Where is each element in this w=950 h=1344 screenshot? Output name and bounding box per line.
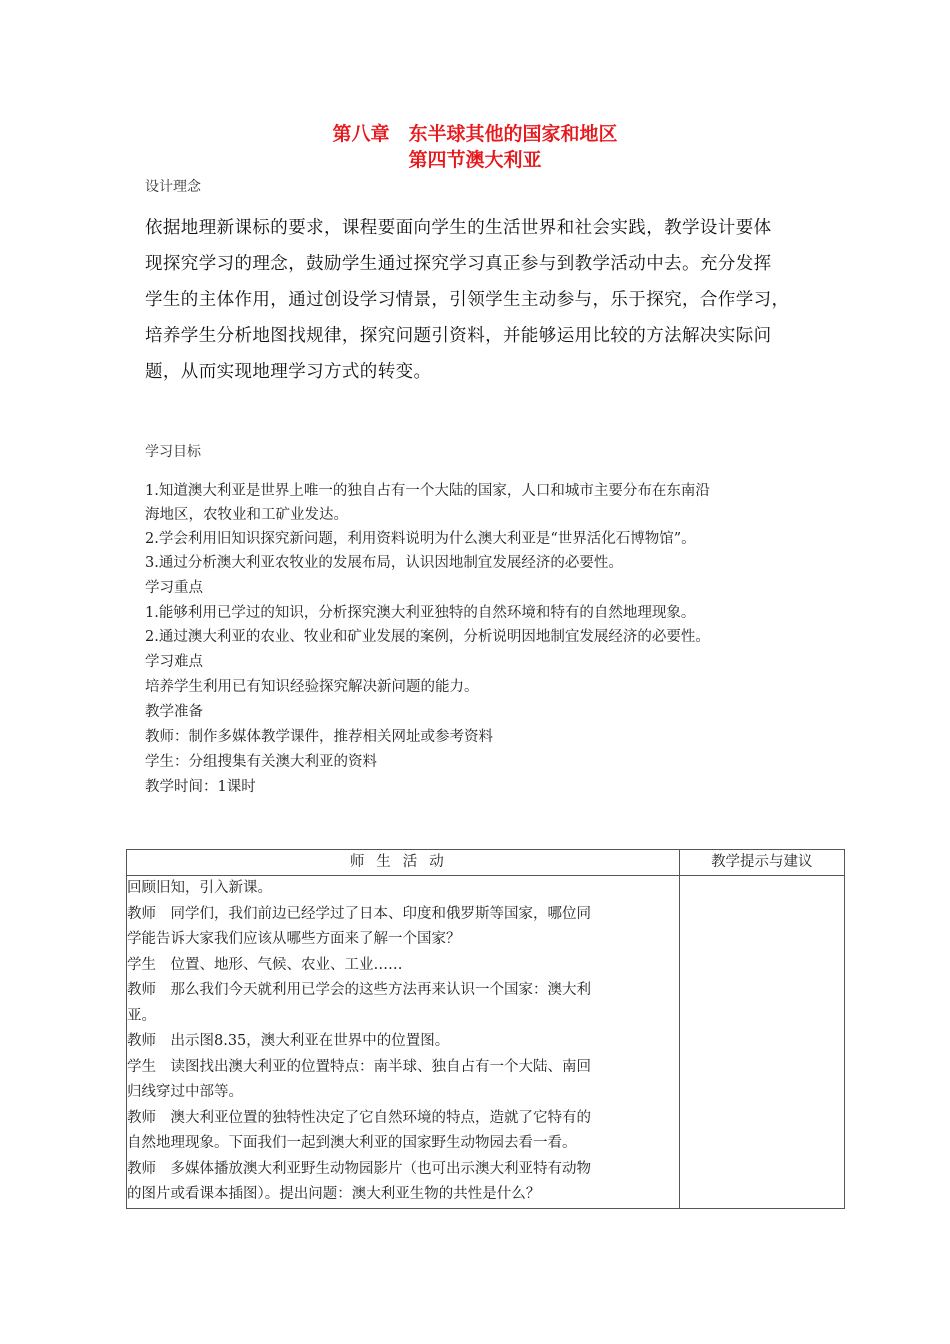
table-row: 回顾旧知，引入新课。 bbox=[127, 880, 272, 896]
table-row: 归线穿过中部等。 bbox=[127, 1084, 243, 1100]
objective-line: 1.知道澳大利亚是世界上唯一的独自占有一个大陆的国家，人口和城市主要分布在东南沿 bbox=[145, 483, 710, 499]
key-point-line: 2.通过澳大利亚的农业、牧业和矿业发展的案例，分析说明因地制宜发展经济的必要性。 bbox=[145, 629, 710, 645]
table-row: 教师 澳大利亚位置的独特性决定了它自然环境的特点，造就了它特有的 bbox=[127, 1109, 591, 1126]
table-header-suggestions: 教学提示与建议 bbox=[679, 850, 844, 876]
objective-line: 海地区，农牧业和工矿业发达。 bbox=[145, 507, 348, 523]
table-row: 学能告诉大家我们应该从哪些方面来了解一个国家？ bbox=[127, 931, 461, 947]
objective-line: 3.通过分析澳大利亚农牧业的发展布局，认识因地制宜发展经济的必要性。 bbox=[145, 555, 623, 571]
teaching-activity-table bbox=[126, 849, 845, 1209]
table-row: 学生 读图找出澳大利亚的位置特点：南半球、独自占有一个大陆、南回 bbox=[127, 1058, 591, 1075]
design-concept-line: 现探究学习的理念，鼓励学生通过探究学习真正参与到教学活动中去。充分发挥 bbox=[145, 254, 772, 274]
key-points-label: 学习重点 bbox=[145, 580, 203, 596]
teaching-time: 教学时间：1课时 bbox=[145, 779, 256, 795]
difficulties-label: 学习难点 bbox=[145, 654, 203, 670]
table-row: 亚。 bbox=[127, 1007, 156, 1024]
design-concept-label: 设计理念 bbox=[145, 179, 201, 195]
table-row: 教师 多媒体播放澳大利亚野生动物园影片（也可出示澳大利亚特有动物 bbox=[127, 1160, 591, 1177]
table-row: 教师 那么我们今天就利用已学会的这些方法再来认识一个国家：澳大利 bbox=[127, 982, 591, 998]
table-row: 的图片或看课本插图）。提出问题：澳大利亚生物的共性是什么？ bbox=[127, 1186, 541, 1202]
design-concept-text bbox=[145, 210, 805, 390]
table-row: 学生 位置、地形、气候、农业、工业…… bbox=[127, 956, 403, 973]
suggestion-cell bbox=[679, 876, 844, 1209]
design-concept-line: 题，从而实现地理学习方式的转变。 bbox=[145, 362, 432, 382]
chapter-title: 第八章 东半球其他的国家和地区 bbox=[332, 123, 618, 145]
section-title: 第四节澳大利亚 bbox=[408, 149, 542, 171]
preparation-line: 教师：制作多媒体教学课件，推荐相关网址或参考资料 bbox=[145, 729, 493, 745]
objectives-label: 学习目标 bbox=[145, 444, 201, 460]
key-point-line: 1.能够利用已学过的知识，分析探究澳大利亚独特的自然环境和特有的自然地理现象。 bbox=[145, 605, 696, 621]
objective-line: 2.学会利用旧知识探究新问题，利用资料说明为什么澳大利亚是“世界活化石博物馆”。 bbox=[145, 531, 696, 547]
preparation-line: 学生：分组搜集有关澳大利亚的资料 bbox=[145, 754, 377, 770]
design-concept-line: 培养学生分析地图找规律，探究问题引资料，并能够运用比较的方法解决实际问 bbox=[145, 326, 772, 346]
table-row: 教师 出示图8.35，澳大利亚在世界中的位置图。 bbox=[127, 1033, 450, 1049]
design-concept-line: 依据地理新课标的要求，课程要面向学生的生活世界和社会实践，教学设计要体 bbox=[145, 218, 772, 238]
difficulty-line: 培养学生利用已有知识经验探究解决新问题的能力。 bbox=[145, 679, 479, 695]
activity-cell bbox=[127, 876, 680, 1209]
table-row: 教师 同学们，我们前边已经学过了日本、印度和俄罗斯等国家，哪位同 bbox=[127, 905, 591, 922]
preparation-label: 教学准备 bbox=[145, 704, 203, 720]
table-header-activities: 师生活动 bbox=[127, 850, 680, 876]
design-concept-line: 学生的主体作用，通过创设学习情景，引领学生主动参与，乐于探究，合作学习， bbox=[145, 290, 790, 310]
table-row: 自然地理现象。下面我们一起到澳大利亚的国家野生动物园去看一看。 bbox=[127, 1135, 577, 1151]
